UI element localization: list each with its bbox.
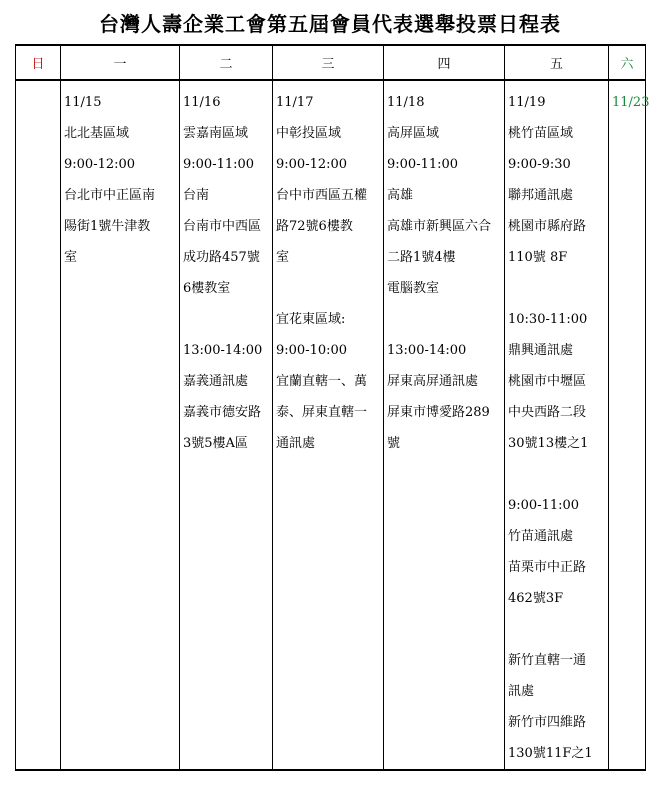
schedule-line: 宜蘭直轄一、萬 [276, 374, 368, 389]
date-label: 11/23 [612, 95, 650, 110]
schedule-line [508, 459, 606, 490]
schedule-line: 13:00-14:00 [183, 343, 263, 358]
schedule-line: 高屏區域 [387, 126, 440, 141]
weekday-thu: 四 [384, 45, 505, 80]
schedule-line: 新竹市四維路 [508, 715, 587, 730]
schedule-line: 新竹直轄一通 [508, 653, 587, 668]
schedule-line: 9:00-9:30 [508, 157, 571, 172]
date-label: 11/19 [508, 95, 546, 110]
schedule-line: 台南市中西區 [183, 219, 262, 234]
schedule-line: 室 [64, 250, 78, 265]
schedule-line: 9:00-11:00 [183, 157, 255, 172]
schedule-line: 嘉義通訊處 [183, 374, 249, 389]
day-cell-sat [609, 80, 650, 770]
schedule-line: 桃園市中壢區 [508, 374, 587, 389]
schedule-line: 台南 [183, 188, 210, 203]
schedule-line: 通訊處 [276, 436, 316, 451]
schedule-line: 台中市西區五權 [276, 188, 368, 203]
schedule-line [508, 273, 606, 304]
weekday-tue: 二 [180, 45, 273, 80]
day-cell-tue [180, 80, 273, 770]
schedule-line: 屏東市博愛路289 [387, 405, 490, 420]
schedule-line: 號 [387, 436, 401, 451]
day-cell-mon [61, 80, 180, 770]
schedule-line: 二路1號4樓 [387, 250, 456, 265]
day-cell-sun [16, 80, 61, 770]
schedule-line: 苗栗市中正路 [508, 560, 587, 575]
schedule-line: 110號 8F [508, 250, 568, 265]
weekday-mon: 一 [61, 45, 180, 80]
schedule-line: 9:00-11:00 [508, 498, 580, 513]
schedule-body-row [16, 80, 646, 770]
schedule-line: 高雄 [387, 188, 414, 203]
schedule-line: 中央西路二段 [508, 405, 587, 420]
weekday-header-row [16, 45, 646, 80]
schedule-line: 9:00-10:00 [276, 343, 348, 358]
schedule-line: 嘉義市德安路 [183, 405, 262, 420]
schedule-line: 9:00-12:00 [64, 157, 136, 172]
schedule-line: 電腦教室 [387, 281, 440, 296]
schedule-line: 陽街1號牛津教 [64, 219, 151, 234]
date-label: 11/15 [64, 95, 102, 110]
schedule-line: 6樓教室 [183, 281, 231, 296]
schedule-line: 室 [276, 250, 290, 265]
schedule-line: 屏東高屏通訊處 [387, 374, 479, 389]
schedule-line: 130號11F之1 [508, 746, 593, 761]
schedule-line: 9:00-12:00 [276, 157, 348, 172]
schedule-line: 竹苗通訊處 [508, 529, 574, 544]
weekday-wed: 三 [273, 45, 384, 80]
schedule-line: 訊處 [508, 684, 535, 699]
schedule-line: 泰、屏東直轄一 [276, 405, 368, 420]
schedule-line: 13:00-14:00 [387, 343, 467, 358]
date-label: 11/16 [183, 95, 221, 110]
schedule-line: 30號13樓之1 [508, 436, 589, 451]
schedule-line: 3號5樓A區 [183, 436, 248, 451]
date-label: 11/18 [387, 95, 425, 110]
schedule-line [387, 304, 502, 335]
day-cell-thu [384, 80, 505, 770]
schedule-line: 北北基區域 [64, 126, 130, 141]
schedule-line: 聯邦通訊處 [508, 188, 574, 203]
schedule-line: 台北市中正區南 [64, 188, 156, 203]
schedule-line: 雲嘉南區域 [183, 126, 249, 141]
weekday-fri: 五 [505, 45, 609, 80]
weekday-sun: 日 [16, 45, 61, 80]
schedule-line [276, 273, 381, 304]
date-label: 11/17 [276, 95, 314, 110]
schedule-line: 中彰投區域 [276, 126, 342, 141]
schedule-line: 鼎興通訊處 [508, 343, 574, 358]
schedule-line: 桃竹苗區域 [508, 126, 574, 141]
schedule-line: 9:00-11:00 [387, 157, 459, 172]
schedule-line: 462號3F [508, 591, 564, 606]
day-cell-wed [273, 80, 384, 770]
schedule-line: 高雄市新興區六合 [387, 219, 492, 234]
schedule-line [508, 614, 606, 645]
schedule-line: 10:30-11:00 [508, 312, 588, 327]
schedule-line: 宜花東區域: [276, 312, 346, 327]
schedule-line: 桃園市縣府路 [508, 219, 587, 234]
page-title: 台灣人壽企業工會第五屆會員代表選舉投票日程表 [99, 12, 561, 36]
day-cell-fri [505, 80, 609, 770]
schedule-line [183, 304, 270, 335]
schedule-line: 路72號6樓教 [276, 219, 353, 234]
schedule-table [15, 44, 650, 771]
weekday-sat: 六 [609, 45, 646, 80]
schedule-line: 成功路457號 [183, 250, 260, 265]
